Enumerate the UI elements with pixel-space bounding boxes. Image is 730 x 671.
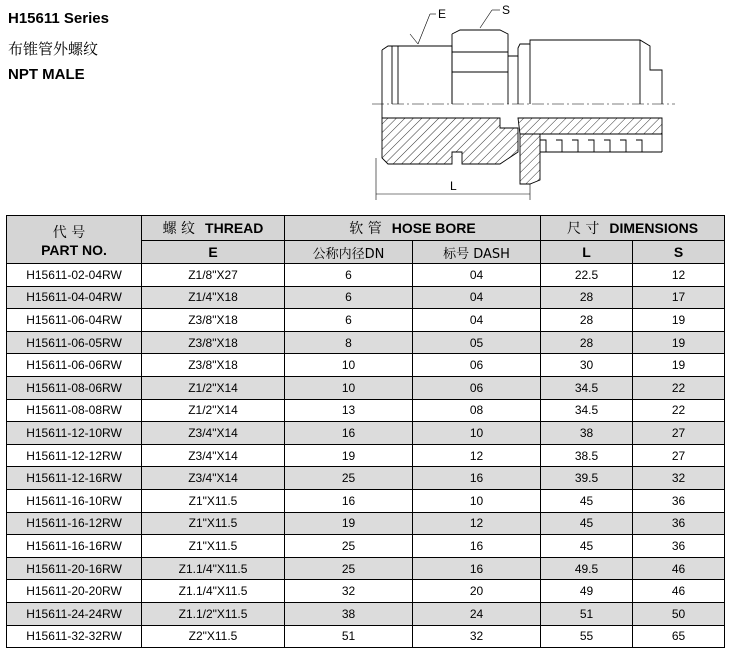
length-cell: 28: [541, 286, 633, 309]
thread-cell: Z1.1/4"X11.5: [142, 580, 285, 603]
dash-cell: 05: [413, 331, 541, 354]
dash-cell: 24: [413, 602, 541, 625]
table-row: [7, 376, 725, 399]
table-row: [7, 602, 725, 625]
dn-cell: 25: [285, 467, 413, 490]
thread-cell: Z3/4"X14: [142, 467, 285, 490]
table-row: [7, 467, 725, 490]
cutaway-section: [382, 104, 662, 184]
dim-l-label: L: [450, 179, 457, 193]
dash-cell: 10: [413, 489, 541, 512]
dn-cell: 6: [285, 309, 413, 332]
length-cell: 34.5: [541, 399, 633, 422]
part-no-cell: H15611-08-06RW: [7, 376, 142, 399]
hex-size-cell: 22: [633, 399, 725, 422]
series-title: H15611 Series: [8, 10, 109, 27]
table-row: [7, 535, 725, 558]
hex-size-cell: 12: [633, 264, 725, 287]
table-row: [7, 444, 725, 467]
hex-nut: [452, 30, 508, 104]
dn-cell: 13: [285, 399, 413, 422]
col-thread: [142, 216, 285, 241]
dash-cell: 06: [413, 354, 541, 377]
col-dimensions-cn: 尺 寸: [566, 221, 600, 237]
table-row: [7, 264, 725, 287]
col-part-no-cn: 代 号: [52, 224, 86, 241]
thread-cell: Z1.1/4"X11.5: [142, 557, 285, 580]
col-thread-en: THREAD: [205, 220, 264, 236]
thread-cell: Z3/4"X14: [142, 444, 285, 467]
col-dimensions-en: DIMENSIONS: [609, 220, 699, 236]
dash-cell: 08: [413, 399, 541, 422]
part-no-cell: H15611-02-04RW: [7, 264, 142, 287]
thread-cell: Z1/2"X14: [142, 376, 285, 399]
dn-cell: 6: [285, 286, 413, 309]
length-cell: 28: [541, 331, 633, 354]
thread-section: [382, 46, 452, 104]
dn-cell: 25: [285, 535, 413, 558]
col-hose-bore-en: HOSE BORE: [391, 220, 476, 236]
thread-cell: Z1"X11.5: [142, 512, 285, 535]
hex-size-cell: 46: [633, 557, 725, 580]
part-no-cell: H15611-24-24RW: [7, 602, 142, 625]
hex-size-cell: 27: [633, 444, 725, 467]
table-row: [7, 286, 725, 309]
table-row: [7, 309, 725, 332]
dash-cell: 12: [413, 512, 541, 535]
part-no-cell: H15611-06-04RW: [7, 309, 142, 332]
col-hose-bore: [285, 216, 541, 241]
length-cell: 38: [541, 422, 633, 445]
table-row: [7, 331, 725, 354]
thread-cell: Z3/4"X14: [142, 422, 285, 445]
hex-size-cell: 46: [633, 580, 725, 603]
dn-cell: 16: [285, 422, 413, 445]
col-part-no: [7, 216, 142, 264]
dash-cell: 16: [413, 467, 541, 490]
length-cell: 45: [541, 512, 633, 535]
fitting-drawing: [370, 0, 690, 205]
thread-cell: Z1"X11.5: [142, 535, 285, 558]
hex-size-cell: 36: [633, 512, 725, 535]
part-no-cell: H15611-20-20RW: [7, 580, 142, 603]
col-dash-label: 标号 DASH: [443, 246, 510, 262]
dn-cell: 6: [285, 264, 413, 287]
table-row: [7, 354, 725, 377]
length-cell: 45: [541, 535, 633, 558]
table-row: [7, 557, 725, 580]
hex-size-cell: 27: [633, 422, 725, 445]
dash-cell: 16: [413, 535, 541, 558]
dn-cell: 25: [285, 557, 413, 580]
dash-cell: 16: [413, 557, 541, 580]
col-dn-label: 公称内径DN: [312, 246, 385, 262]
length-cell: 34.5: [541, 376, 633, 399]
dash-cell: 10: [413, 422, 541, 445]
length-cell: 45: [541, 489, 633, 512]
dn-cell: 38: [285, 602, 413, 625]
hex-size-cell: 17: [633, 286, 725, 309]
dn-cell: 51: [285, 625, 413, 648]
dn-cell: 16: [285, 489, 413, 512]
part-no-cell: H15611-12-10RW: [7, 422, 142, 445]
hex-size-cell: 32: [633, 467, 725, 490]
dn-cell: 8: [285, 331, 413, 354]
hex-size-cell: 19: [633, 354, 725, 377]
dash-cell: 06: [413, 376, 541, 399]
table-row: [7, 512, 725, 535]
dash-cell: 04: [413, 264, 541, 287]
chinese-name: 布锥管外螺纹: [8, 40, 99, 58]
col-dash: [413, 241, 541, 264]
table-row: [7, 422, 725, 445]
thread-cell: Z1.1/2"X11.5: [142, 602, 285, 625]
thread-cell: Z3/8"X18: [142, 354, 285, 377]
col-part-no-en: PART NO.: [41, 241, 107, 258]
col-hose-bore-cn: 软 管: [349, 221, 382, 237]
table-row: [7, 625, 725, 648]
col-dn: [285, 241, 413, 264]
table-row: [7, 399, 725, 422]
length-cell: 49: [541, 580, 633, 603]
dash-cell: 04: [413, 286, 541, 309]
dim-s-label: S: [502, 3, 511, 17]
dn-cell: 19: [285, 444, 413, 467]
hex-size-cell: 19: [633, 309, 725, 332]
part-no-cell: H15611-32-32RW: [7, 625, 142, 648]
hex-size-cell: 19: [633, 331, 725, 354]
length-cell: 22.5: [541, 264, 633, 287]
col-thread-cn: 螺 纹: [162, 221, 196, 237]
table-row: [7, 580, 725, 603]
dn-cell: 10: [285, 376, 413, 399]
length-cell: 39.5: [541, 467, 633, 490]
thread-cell: Z1/4"X18: [142, 286, 285, 309]
dash-cell: 32: [413, 625, 541, 648]
length-cell: 38.5: [541, 444, 633, 467]
thread-cell: Z3/8"X18: [142, 309, 285, 332]
part-no-cell: H15611-12-16RW: [7, 467, 142, 490]
part-no-cell: H15611-16-12RW: [7, 512, 142, 535]
dn-cell: 19: [285, 512, 413, 535]
thread-cell: Z1/8"X27: [142, 264, 285, 287]
col-s: S: [633, 241, 725, 264]
thread-cell: Z3/8"X18: [142, 331, 285, 354]
hex-size-cell: 36: [633, 535, 725, 558]
thread-cell: Z1"X11.5: [142, 489, 285, 512]
length-cell: 28: [541, 309, 633, 332]
length-cell: 49.5: [541, 557, 633, 580]
col-thread-e: E: [142, 241, 285, 264]
fitting-type: NPT MALE: [8, 66, 85, 83]
hex-size-cell: 65: [633, 625, 725, 648]
col-l: L: [541, 241, 633, 264]
part-no-cell: H15611-08-08RW: [7, 399, 142, 422]
col-dimensions: [541, 216, 725, 241]
part-no-cell: H15611-12-12RW: [7, 444, 142, 467]
part-no-cell: H15611-06-06RW: [7, 354, 142, 377]
dash-cell: 12: [413, 444, 541, 467]
thread-cell: Z2"X11.5: [142, 625, 285, 648]
dim-e-label: E: [438, 7, 447, 21]
dn-cell: 32: [285, 580, 413, 603]
dash-cell: 04: [413, 309, 541, 332]
length-cell: 55: [541, 625, 633, 648]
thread-cell: Z1/2"X14: [142, 399, 285, 422]
header-row-1: [7, 216, 725, 241]
part-no-cell: H15611-20-16RW: [7, 557, 142, 580]
hex-size-cell: 22: [633, 376, 725, 399]
length-cell: 51: [541, 602, 633, 625]
spec-table: [6, 215, 725, 648]
length-cell: 30: [541, 354, 633, 377]
part-no-cell: H15611-16-16RW: [7, 535, 142, 558]
part-no-cell: H15611-06-05RW: [7, 331, 142, 354]
socket-top: [508, 40, 662, 104]
part-no-cell: H15611-16-10RW: [7, 489, 142, 512]
table-row: [7, 489, 725, 512]
hex-size-cell: 36: [633, 489, 725, 512]
part-no-cell: H15611-04-04RW: [7, 286, 142, 309]
dash-cell: 20: [413, 580, 541, 603]
hex-size-cell: 50: [633, 602, 725, 625]
dn-cell: 10: [285, 354, 413, 377]
dimension-lines: [376, 10, 530, 200]
